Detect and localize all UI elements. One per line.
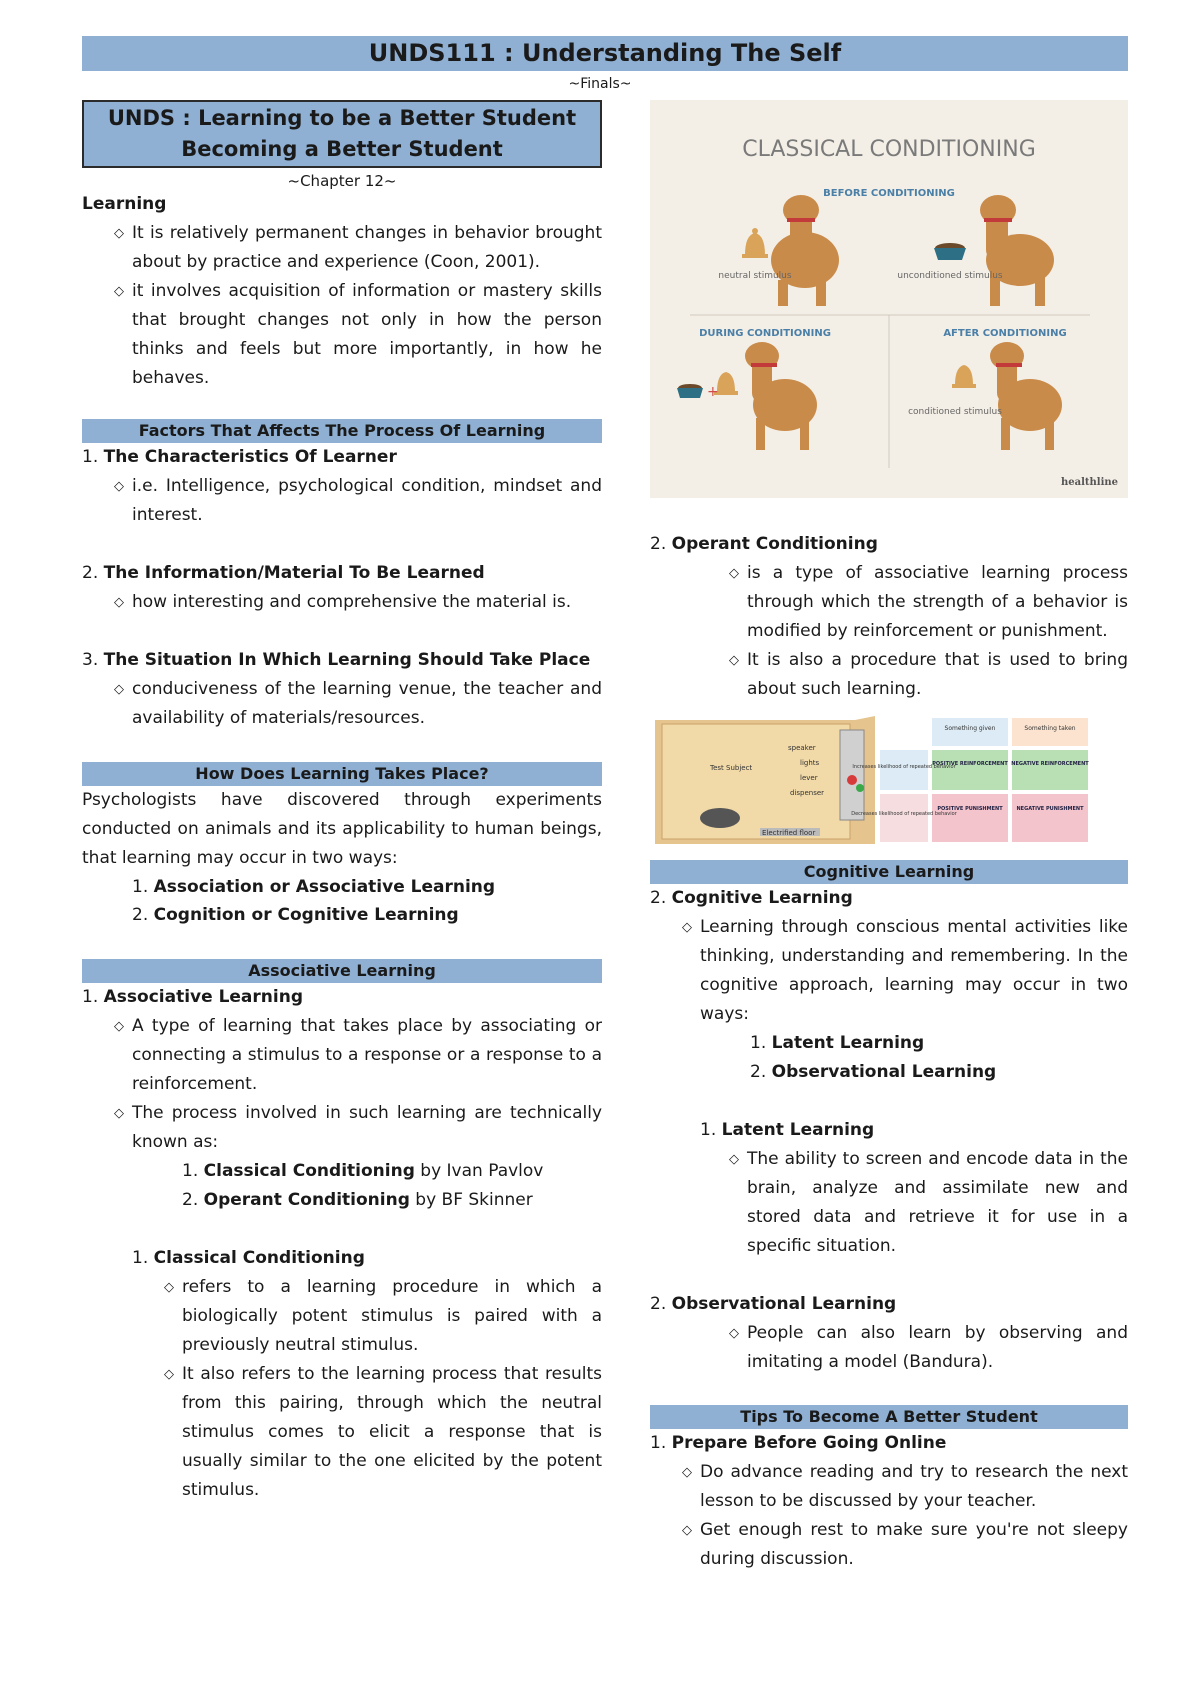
negative-reinforcement: NEGATIVE REINFORCEMENT [1011, 761, 1089, 767]
decrease-header: Decreases likelihood of repeated behavior [851, 811, 957, 817]
how-band: How Does Learning Takes Place? [82, 762, 602, 786]
taken-header: Something taken [1024, 725, 1076, 732]
operant-conditioning-figure [650, 710, 1128, 850]
cog-title: Cognitive Learning [671, 888, 853, 908]
food-bowl-icon [934, 243, 966, 260]
learning-heading: Learning [82, 194, 167, 214]
associative-band: Associative Learning [82, 959, 602, 983]
list-item: ◇ The ability to screen and encode data in the brain, analyze and assimilate new and stored data and retrieve it for use in a specific situation. [747, 1145, 1128, 1261]
classical-number: 1. [132, 1248, 149, 1268]
factor2-number: 2. [82, 563, 99, 583]
assoc-number: 1. [82, 987, 99, 1007]
positive-punishment: POSITIVE PUNISHMENT [937, 806, 1003, 812]
list-item: ◇ It is relatively permanent changes in behavior brought about by practice and experience (Coon, 2001). [132, 219, 602, 277]
lights-label: lights [800, 759, 820, 767]
cond-item-2-by: by BF Skinner [409, 1190, 533, 1210]
list-item: ◇ it involves acquisition of information or mastery skills that brought changes not only in how the person thinks and feels but more importantly, in how he behaves. [132, 277, 602, 393]
cond-item-1-by: by Ivan Pavlov [414, 1161, 544, 1181]
latent-number: 1. [700, 1120, 717, 1140]
classical-conditioning-figure [650, 100, 1128, 498]
cog-number: 2. [650, 888, 667, 908]
right-column: CLASSICAL CONDITIONING BEFORE CONDITIONING DURING CONDITIONING AFTER CONDITIONING + neutral stimulus unconditioned stimulus conditioned stimulus healthline 2. Operant Conditioning ◇ is a type of associative learning process through which the strength of a behavior is modified by reinforcement or punishment. ◇ It is also a procedure that is used to bring about such learning. Test Subject speaker lights lever dispenser Electrified floor Something given Something taken Increases likelihood of repeated behavior Decreases likelihood of repeated behavior POSITIVE REINFORCEMENT NEGATIVE REINFORCEMENT POSITIVE PUNISHMENT NEGATIVE PUNISHMENT Cognitive Learning 2. Cognitive Learning ◇ Learning through conscious mental activities like thinking, understanding and remembering. In the cognitive approach, learning may occur in two ways: 1. Latent Learning 2. Observational Learning 1. Latent Learning ◇ The ability to screen and encode data in the brain, analyze and assimilate new and stored data and retrieve it for use in a specific situation. 2. Observational Learning ◇ People can also learn by observing and imitating a model (Bandura). Tips To Become A Better Student 1. Prepare Before Going Online ◇ Do advance reading and try to research the next lesson to be discussed by your teacher. ◇ Get enough rest to make sure you're not sleepy during discussion. [650, 100, 1128, 1574]
lever-label: lever [800, 774, 818, 782]
healthline-logo: healthline [1060, 477, 1118, 488]
chapter-label: ~Chapter 12~ [287, 172, 397, 190]
cond-item-1-name: Classical Conditioning [203, 1161, 415, 1181]
list-item: ◇ i.e. Intelligence, psychological condition, mindset and interest. [132, 472, 602, 530]
tip1-title: Prepare Before Going Online [671, 1433, 947, 1453]
list-item: ◇ conduciveness of the learning venue, the teacher and availability of materials/resources. [132, 675, 602, 733]
cond-item-2-name: Operant Conditioning [203, 1190, 410, 1210]
latent-title: Latent Learning [721, 1120, 875, 1140]
during-label: DURING CONDITIONING [699, 328, 831, 339]
factor1-number: 1. [82, 447, 99, 467]
subject-label: Test Subject [710, 764, 753, 772]
dispenser-label: dispenser [790, 789, 825, 797]
figure-title: CLASSICAL CONDITIONING [742, 137, 1036, 162]
chapter-title-line2: Becoming a Better Student [181, 137, 503, 161]
how-text: Psychologists have discovered through experiments conducted on animals and its applicability to human beings, that learning may occur in two ways: [82, 790, 602, 868]
factor1-title: The Characteristics Of Learner [103, 447, 397, 467]
chapter-title-box [82, 100, 602, 168]
list-item: ◇ Do advance reading and try to research the next lesson to be discussed by your teacher. [700, 1458, 1128, 1516]
obs-title: Observational Learning [671, 1294, 897, 1314]
list-item: ◇ It is also a procedure that is used to bring about such learning. [747, 646, 1128, 704]
tips-band: Tips To Become A Better Student [650, 1405, 1128, 1429]
list-item: ◇ People can also learn by observing and imitating a model (Bandura). [747, 1319, 1128, 1377]
svg-text:+: + [707, 384, 719, 400]
operant-number: 2. [650, 534, 667, 554]
list-item: ◇ Get enough rest to make sure you're not sleepy during discussion. [700, 1516, 1128, 1574]
obs-number: 2. [650, 1294, 667, 1314]
tip1-number: 1. [650, 1433, 667, 1453]
floor-label: Electrified floor [762, 829, 816, 837]
factor3-title: The Situation In Which Learning Should Take Place [103, 650, 591, 670]
operant-title: Operant Conditioning [671, 534, 878, 554]
left-column: UNDS : Learning to be a Better Student Becoming a Better Student ~Chapter 12~ Learning ◇ It is relatively permanent changes in behavior brought about by practice and experience (Coon, 2001). ◇ it involves acquisition of information or mastery skills that brought changes not only in how the person thinks and feels but more importantly, in how he behaves. Factors That Affects The Process Of Learning 1. The Characteristics Of Learner ◇ i.e. Intelligence, psychological condition, mindset and interest. 2. The Information/Material To Be Learned ◇ how interesting and comprehensive the material is. 3. The Situation In Which Learning Should Take Place ◇ conduciveness of the learning venue, the teacher and availability of materials/resources. How Does Learning Takes Place? Psychologists have discovered through experiments conducted on animals and its applicability to human beings, that learning may occur in two ways: 1. Association or Associative Learning 2. Cognition or Cognitive Learning Associative Learning 1. Associative Learning ◇ A type of learning that takes place by associating or connecting a stimulus to a response or a response to a reinforcement. ◇ The process involved in such learning are technically known as: 1. Classical Conditioning by Ivan Pavlov 2. Operant Conditioning by BF Skinner 1. Classical Conditioning ◇ refers to a learning procedure in which a biologically potent stimulus is paired with a previously neutral stimulus. ◇ It also refers to the learning process that results from this pairing, through which the neutral stimulus comes to elicit a response that is usually similar to the one elicited by the potent stimulus. [82, 100, 602, 1505]
how-item-2: Cognition or Cognitive Learning [153, 905, 459, 925]
list-item: ◇ The process involved in such learning are technically known as: [132, 1099, 602, 1157]
factor2-title: The Information/Material To Be Learned [103, 563, 485, 583]
after-label: AFTER CONDITIONING [943, 328, 1067, 339]
classical-conditioning-illustration [650, 100, 1128, 498]
cog-item-2: Observational Learning [771, 1062, 997, 1082]
how-item-1: Association or Associative Learning [153, 877, 496, 897]
before-label: BEFORE CONDITIONING [823, 188, 955, 199]
list-item: ◇ A type of learning that takes place by associating or connecting a stimulus to a response or a response to a reinforcement. [132, 1012, 602, 1099]
neutral-label: neutral stimulus [718, 271, 792, 281]
chapter-title-line1: UNDS : Learning to be a Better Student [107, 106, 577, 130]
negative-punishment: NEGATIVE PUNISHMENT [1016, 806, 1084, 812]
factors-band: Factors That Affects The Process Of Learning [82, 419, 602, 443]
unconditioned-label: unconditioned stimulus [897, 271, 1003, 281]
cog-item-1: Latent Learning [771, 1033, 925, 1053]
positive-reinforcement: POSITIVE REINFORCEMENT [932, 761, 1008, 767]
classical-title: Classical Conditioning [153, 1248, 365, 1268]
cognitive-band: Cognitive Learning [650, 860, 1128, 884]
factor3-number: 3. [82, 650, 99, 670]
list-item: ◇ how interesting and comprehensive the material is. [132, 588, 602, 617]
assoc-title: Associative Learning [103, 987, 303, 1007]
given-header: Something given [944, 725, 996, 732]
document-subtitle: ~Finals~ [568, 76, 632, 92]
list-item: ◇ Learning through conscious mental activities like thinking, understanding and remembering. In the cognitive approach, learning may occur in two ways: [700, 913, 1128, 1029]
learning-bullets [132, 219, 602, 393]
skinner-box-illustration [650, 710, 1128, 850]
speaker-label: speaker [788, 744, 816, 752]
list-item: ◇ It also refers to the learning process that results from this pairing, through which the neutral stimulus comes to elicit a response that is usually similar to the one elicited by the potent stimulus. [182, 1360, 602, 1505]
list-item: ◇ refers to a learning procedure in which a biologically potent stimulus is paired with a previously neutral stimulus. [182, 1273, 602, 1360]
food-bowl-icon [677, 384, 703, 398]
document-title: UNDS111 : Understanding The Self [82, 36, 1128, 71]
conditioned-label: conditioned stimulus [908, 407, 1002, 417]
increase-header: Increases likelihood of repeated behavior [852, 764, 956, 770]
list-item: ◇ is a type of associative learning process through which the strength of a behavior is modified by reinforcement or punishment. [747, 559, 1128, 646]
